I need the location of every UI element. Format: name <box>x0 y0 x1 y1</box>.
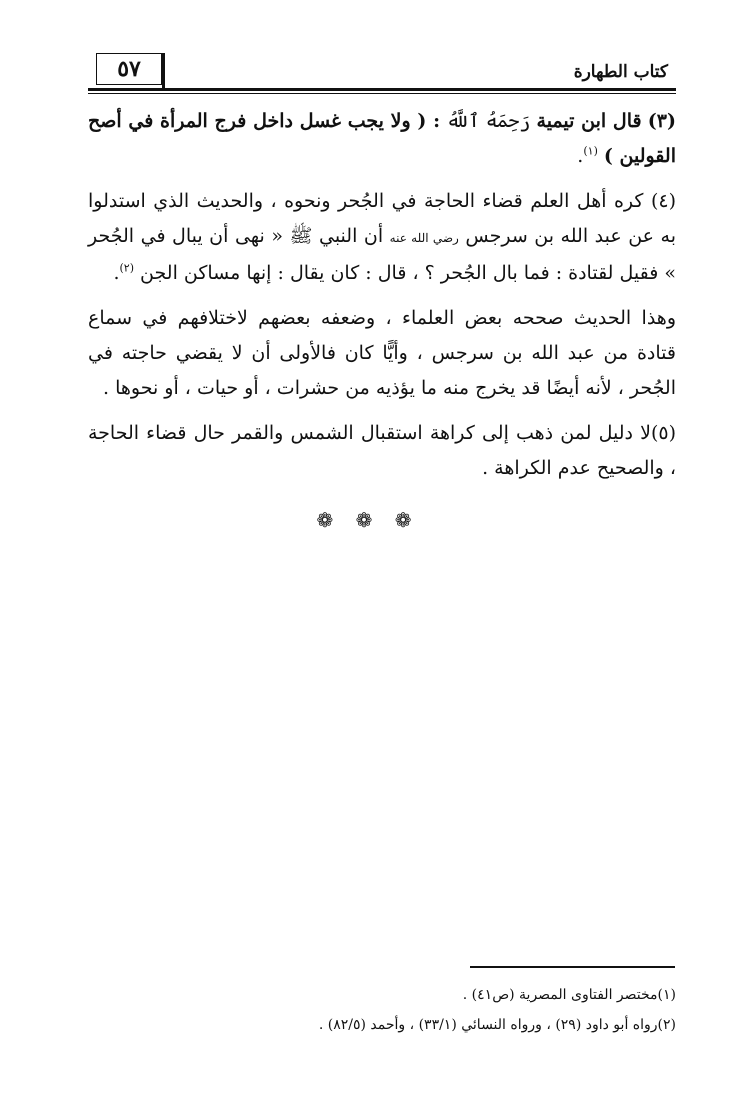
chapter-title: كتاب الطهارة <box>573 62 668 82</box>
paragraph-4 <box>88 184 676 291</box>
paragraph-5 <box>88 416 676 486</box>
footnote-1: (١)مختصر الفتاوى المصرية (ص٤١) . <box>462 987 676 1003</box>
paragraph-3 <box>88 104 676 174</box>
footnotes <box>88 980 676 1040</box>
header-rule-thin <box>88 93 676 94</box>
paragraph-text: « نهى أن يبال في الجُحر » فقيل لقتادة : فما بال الجُحر ؟ ، قال : كان يقال : إنها مساكن الجن <box>88 225 676 284</box>
footnote-separator <box>470 966 675 968</box>
header-rule-thick <box>88 88 676 91</box>
honorific-companion: رضي الله عنه <box>389 231 459 245</box>
footnote-2: (٢)رواه أبو داود (٢٩) ، ورواه النسائي (٣٣/١) ، وأحمد (٨٢/٥) . <box>318 1017 676 1033</box>
paragraph-text: لا دليل لمن ذهب إلى كراهة استقبال الشمس والقمر حال قضاء الحاجة ، والصحيح عدم الكراهة . <box>88 422 676 479</box>
sentence-end: . <box>577 145 584 167</box>
paragraph-4-continued <box>88 301 676 406</box>
honorific-prophet: ﷺ <box>289 225 313 247</box>
paragraph-text: كره أهل العلم قضاء الحاجة في الجُحر ونحوه ، والحديث الذي استدلوا به عن عبد الله بن سرجس <box>88 190 676 247</box>
footnote-ref: (٢) <box>119 261 134 275</box>
paragraph-number: (٥) <box>650 422 676 444</box>
footnote-ref: (١) <box>583 144 598 158</box>
page-number: ٥٧ <box>96 53 162 85</box>
paragraph-text: أن النبي <box>318 225 384 247</box>
quote-speaker: قال ابن تيمية <box>536 110 642 132</box>
paragraph-number: (٣) <box>647 110 676 132</box>
section-ornaments: ❁ ❁ ❁ <box>316 508 420 532</box>
sentence-end: . <box>113 262 120 284</box>
page-number-bar <box>162 53 165 89</box>
main-text <box>88 104 676 486</box>
quote-text: : ( ولا يجب غسل داخل فرج المرأة في أصح القولين ) <box>88 110 676 167</box>
honorific: رَحِمَهُ ٱللَّهُ <box>446 110 531 132</box>
paragraph-text: وهذا الحديث صححه بعض العلماء ، وضعفه بعضهم لاختلافهم في سماع قتادة من عبد الله بن سرجس ، وأيًّا كان فالأولى أن لا يقضي حاجته في الجُحر ، لأنه أيضًا قد يخرج منه ما يؤذيه من حشرات ، أو حيات ، أو نحوها . <box>88 307 676 399</box>
paragraph-number: (٤) <box>650 190 676 212</box>
page-header <box>88 48 676 94</box>
